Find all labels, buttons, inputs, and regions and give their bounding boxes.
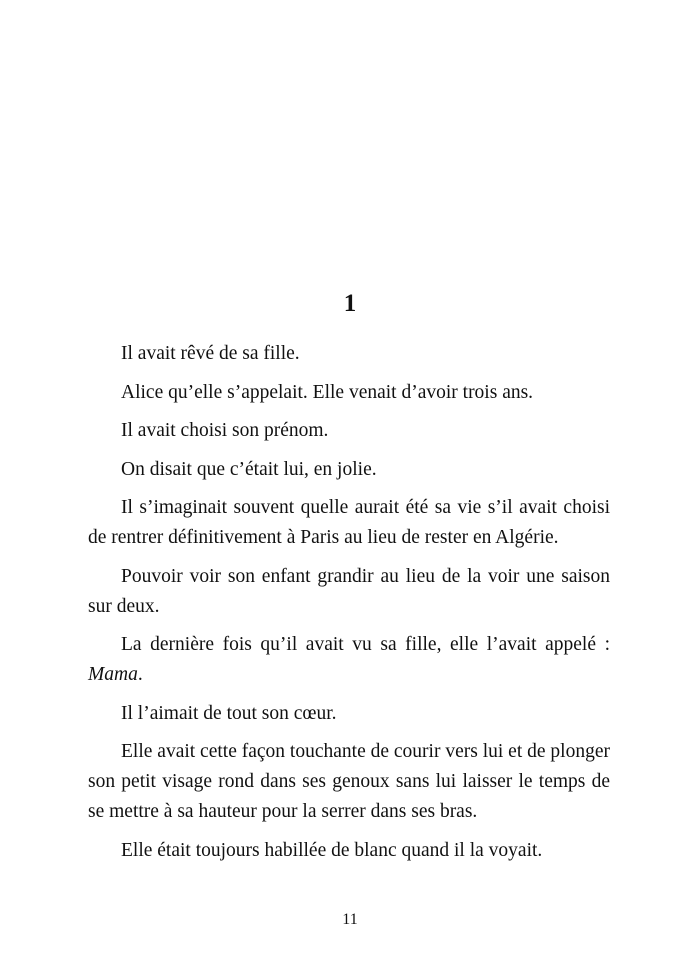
paragraph: On disait que c’était lui, en jolie.	[121, 458, 377, 480]
paragraph-end-punct: .	[137, 664, 143, 685]
body-text	[88, 339, 610, 874]
paragraph: Il avait choisi son prénom.	[121, 420, 329, 441]
paragraph: Alice qu’elle s’appelait. Elle venait d’avoir trois ans.	[121, 381, 534, 403]
paragraph: Il avait rêvé de sa fille.	[121, 343, 300, 364]
paragraph: Il l’aimait de tout son cœur.	[121, 702, 337, 724]
italic-word: Mama	[88, 664, 138, 685]
paragraph	[88, 630, 610, 690]
paragraph-text: La dernière fois qu’il avait vu sa fille, elle l’avait appelé :	[121, 634, 610, 655]
paragraph: Il s’imaginait souvent quelle aurait été sa vie s’il avait choisi de rentrer définitivement à Paris au lieu de rester en Algérie.	[88, 497, 610, 548]
chapter-number: 1	[343, 290, 357, 317]
page-number: 11	[342, 911, 358, 928]
paragraph: Elle était toujours habillée de blanc quand il la voyait.	[121, 839, 543, 861]
paragraph: Elle avait cette façon touchante de courir vers lui et de plonger son petit visage rond dans ses genoux sans lui laisser le temps de se mettre à sa hauteur pour la serrer dans ses bras.	[88, 741, 610, 822]
paragraph: Pouvoir voir son enfant grandir au lieu de la voir une saison sur deux.	[88, 565, 610, 617]
